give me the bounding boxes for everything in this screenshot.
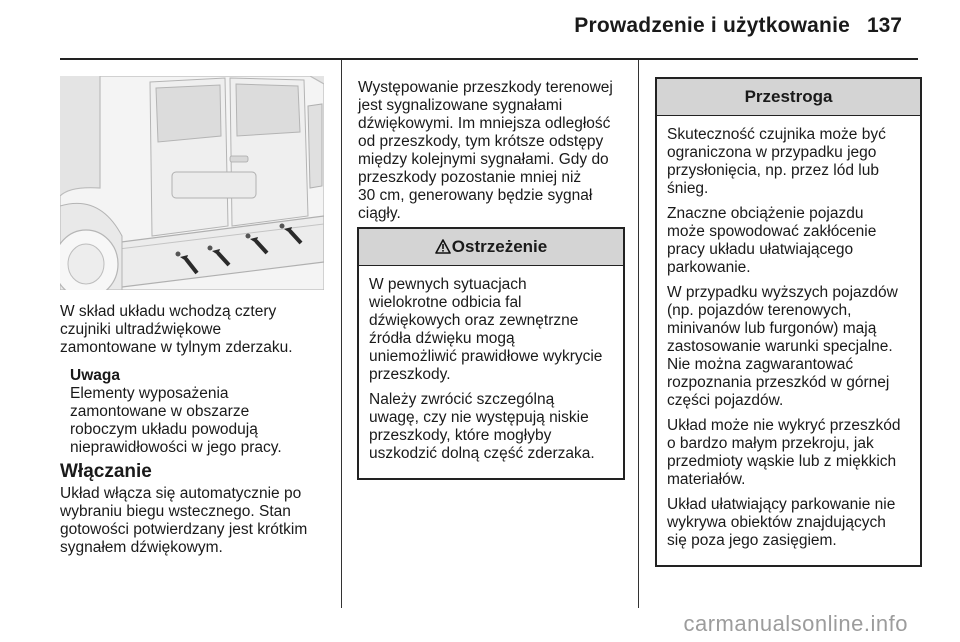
warning-line: Należy zwrócić szczególną — [369, 391, 555, 408]
paragraph-line: Występowanie przeszkody terenowej — [358, 79, 613, 96]
warning-line: W pewnych sytuacjach — [369, 276, 527, 293]
warning-paragraph-2 — [369, 391, 613, 463]
warning-line: przeszkody, które mogłyby — [369, 427, 552, 444]
caution-box — [655, 77, 922, 567]
paragraph-line: dźwiękowymi. Im mniejsza odległość — [358, 115, 611, 132]
caution-line: się poza jego zasięgiem. — [667, 532, 837, 549]
caution-box-header: Przestroga — [657, 79, 920, 116]
note-line: roboczym układu powodują — [70, 421, 258, 438]
section-line: gotowości potwierdzany jest krótkim — [60, 521, 308, 538]
paragraph-line: jest sygnalizowane sygnałami — [358, 97, 563, 114]
intro-line: zamontowane w tylnym zderzaku. — [60, 339, 293, 356]
intro-paragraph — [60, 303, 328, 357]
van-rear-drawing — [60, 76, 324, 290]
warning-box — [357, 227, 625, 480]
caution-line: minivanów lub furgonów) mają — [667, 320, 877, 337]
section-line: Układ włącza się automatycznie po — [60, 485, 302, 502]
intro-line: czujniki ultradźwiękowe — [60, 321, 222, 338]
column-divider-1 — [341, 60, 342, 608]
note-line: Elementy wyposażenia — [70, 385, 229, 402]
warning-paragraph-1 — [369, 276, 613, 384]
caution-line: przysłonięcia, np. przez lód lub — [667, 162, 879, 179]
paragraph-line: od przeszkody, tym krótsze odstępy — [358, 133, 604, 150]
caution-line: pracy układu ułatwiającego — [667, 241, 854, 258]
caution-paragraph-3 — [667, 284, 910, 410]
warning-line: wielokrotne odbicia fal — [369, 294, 522, 311]
section-line: sygnałem dźwiękowym. — [60, 539, 223, 556]
intro-line: W skład układu wchodzą cztery — [60, 303, 277, 320]
caution-paragraph-2 — [667, 205, 910, 277]
caution-line: przedmioty wąskie lub z miękkich — [667, 453, 897, 470]
caution-line: Znaczne obciążenie pojazdu — [667, 205, 864, 222]
warning-line: uwagę, czy nie występują niskie — [369, 409, 589, 426]
header-title: Prowadzenie i użytkowanie — [574, 14, 850, 37]
note-line: zamontowane w obszarze — [70, 403, 250, 420]
obstacle-paragraph — [358, 79, 626, 223]
caution-line: Układ ułatwiający parkowanie nie — [667, 496, 896, 513]
watermark: carmanualsonline.info — [683, 611, 908, 636]
caution-line: ograniczona w przypadku jego — [667, 144, 877, 161]
warning-line: przeszkody. — [369, 366, 451, 383]
section-paragraph — [60, 485, 330, 557]
header-rule — [60, 58, 918, 60]
section-line: wybraniu biegu wstecznego. Stan — [60, 503, 291, 520]
paragraph-line: 30 cm, generowany będzie sygnał — [358, 187, 593, 204]
caution-line: śnieg. — [667, 180, 709, 197]
caution-line: wykrywa obiektów znajdujących — [667, 514, 886, 531]
warning-box-header — [359, 229, 623, 266]
section-heading: Włączanie — [60, 461, 152, 482]
warning-line: uniemożliwić prawidłowe wykrycie — [369, 348, 603, 365]
page-number: 137 — [866, 14, 902, 37]
caution-line: Skuteczność czujnika może być — [667, 126, 886, 143]
caution-line: parkowanie. — [667, 259, 751, 276]
caution-line: Układ może nie wykryć przeszkód — [667, 417, 901, 434]
rear-bumper-sensors-illustration — [60, 76, 324, 290]
caution-line: materiałów. — [667, 471, 746, 488]
warning-triangle-icon — [435, 231, 451, 267]
caution-line: może spowodować zakłócenie — [667, 223, 877, 240]
caution-line: (np. pojazdów terenowych, — [667, 302, 852, 319]
caution-paragraph-1 — [667, 126, 910, 198]
caution-line: części pojazdów. — [667, 392, 784, 409]
caution-line: o bardzo małym przekroju, jak — [667, 435, 874, 452]
caution-line: zastosowanie warunki specjalne. — [667, 338, 893, 355]
warning-line: źródła dźwięku mogą — [369, 330, 515, 347]
paragraph-line: między kolejnymi sygnałami. Gdy do — [358, 151, 609, 168]
caution-paragraph-4 — [667, 417, 910, 489]
warning-line: dźwiękowych oraz zewnętrzne — [369, 312, 579, 329]
column-divider-2 — [638, 60, 639, 608]
caution-paragraph-5 — [667, 496, 910, 550]
caution-line: Nie można zagwarantować — [667, 356, 854, 373]
note-block — [70, 367, 330, 457]
note-label: Uwaga — [70, 367, 120, 384]
caution-line: W przypadku wyższych pojazdów — [667, 284, 898, 301]
caution-line: rozpoznania przeszkód w górnej — [667, 374, 890, 391]
warning-line: uszkodzić dolną część zderzaka. — [369, 445, 595, 462]
paragraph-line: ciągły. — [358, 205, 401, 222]
paragraph-line: przeszkody pozostanie mniej niż — [358, 169, 582, 186]
note-line: nieprawidłowości w jego pracy. — [70, 439, 282, 456]
warning-title: Ostrzeżenie — [451, 237, 548, 256]
